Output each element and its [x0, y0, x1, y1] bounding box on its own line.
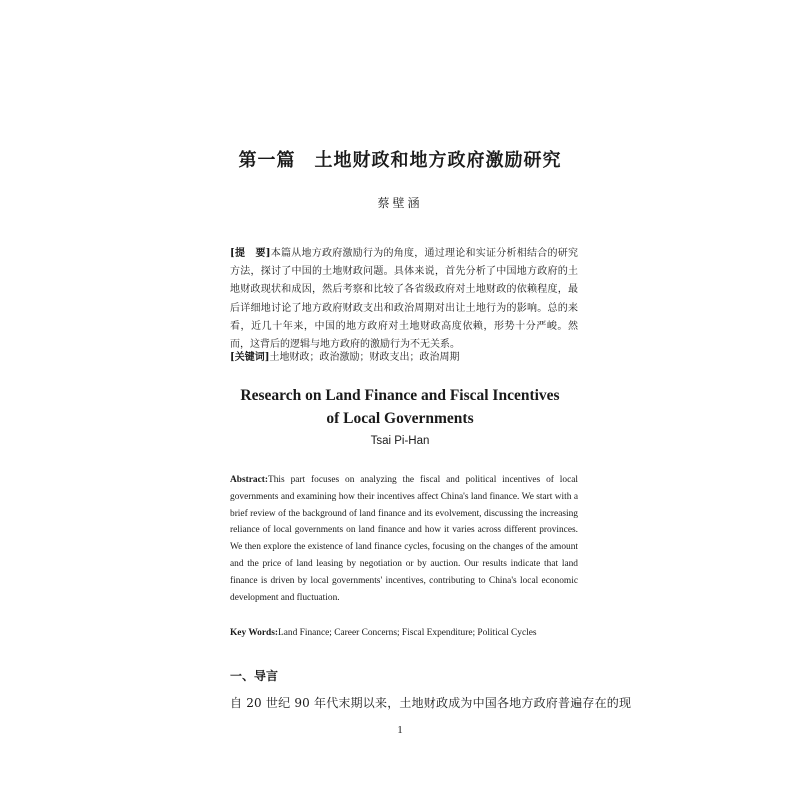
chinese-keywords-label: [关键词]: [230, 352, 270, 363]
section-heading: 一、导言: [230, 669, 279, 683]
chinese-keywords-text: 土地财政；政治激励；财政支出；政治周期: [269, 352, 460, 363]
chinese-keywords: [230, 349, 578, 367]
chinese-author: 蔡壁涵: [377, 196, 423, 210]
english-keywords-text: Land Finance; Career Concerns; Fiscal Expenditure; Political Cycles: [278, 628, 537, 638]
english-title-line-2: of Local Governments: [326, 410, 474, 427]
page-number: 1: [397, 724, 403, 736]
english-title: [0, 384, 800, 430]
english-keywords: [230, 625, 590, 641]
english-abstract-label: Abstract:: [230, 475, 269, 485]
english-title-line-1: Research on Land Finance and Fiscal Incentives: [240, 387, 560, 404]
english-author: Tsai Pi-Han: [370, 435, 430, 447]
chinese-abstract-label: [提 要]: [230, 248, 271, 259]
english-keywords-label: Key Words:: [230, 628, 279, 638]
chinese-abstract-text: 本篇从地方政府激励行为的角度，通过理论和实证分析相结合的研究方法，探讨了中国的土地财政问题。具体来说，首先分析了中国地方政府的土地财政现状和成因，然后考察和比较了各省级政府对土地财政的依赖程度，最后详细地讨论了地方政府财政支出和政治周期对出让土地行为的影响。总的来看，近几十年来，中国的地方政府对土地财政高度依赖，形势十分严峻。然而，这背后的逻辑与地方政府的激励行为不无关系。: [230, 248, 578, 351]
chinese-title: 第一篇 土地财政和地方政府激励研究: [238, 150, 562, 171]
english-abstract-text: This part focuses on analyzing the fiscal and political incentives of local governments and examining how their incentives affect China's land finance. We start with a brief review of the background of land finance and its evolvement, discussing the increasing reliance of local governments on land finance and how it varies across different provinces. We then explore the existence of land finance cycles, focusing on the changes of the amount and the price of land leasing by negotiation or by auction. Our results indicate that land finance is driven by local governments' incentives, contributing to China's local economic development and fluctuation.: [230, 475, 578, 603]
body-text-line: 自 20 世纪 90 年代末期以来，土地财政成为中国各地方政府普遍存在的现: [230, 696, 632, 710]
chinese-abstract: [230, 245, 578, 354]
english-abstract: [230, 472, 578, 606]
